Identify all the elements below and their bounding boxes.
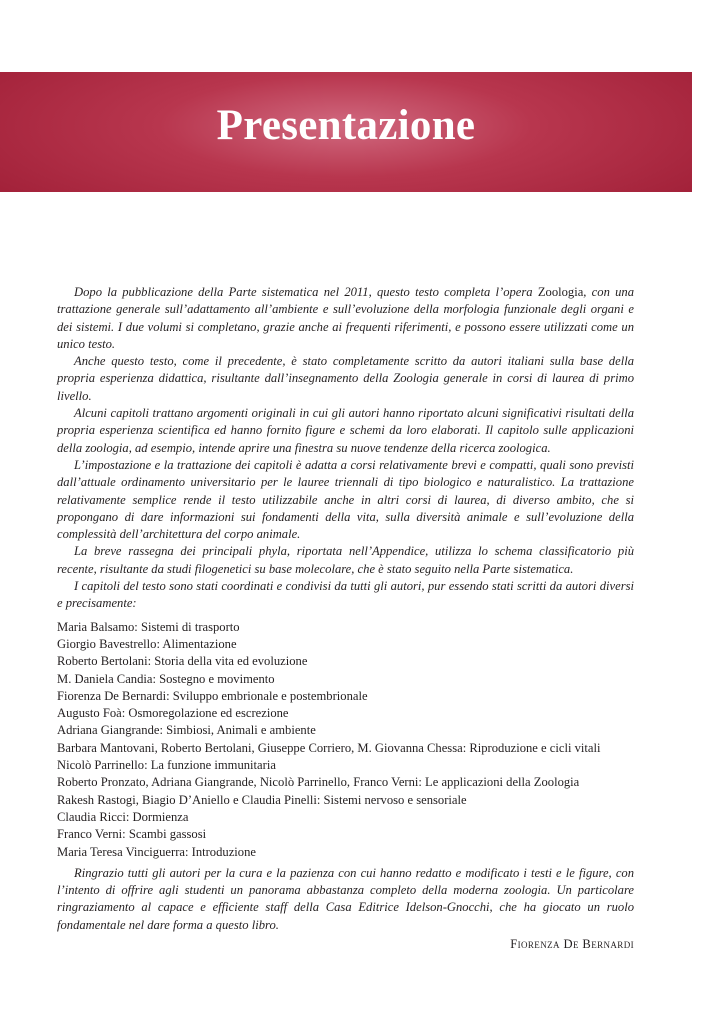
page-title: Presentazione: [216, 102, 476, 149]
paragraph-text: L’impostazione e la trattazione dei capitoli è adatta a corsi relativamente brevi e compatti, quali sono previsti dall’attuale ordinamento universitario per le lauree triennali di tipo biologico e naturalistico. La trattazione relativamente semplice rende il testo utilizzabile anche in altri corsi di laurea, di diverso ambito, che si propongano di dare informazioni sui fondamenti della vita, sulla diversità animale e sull’evoluzione della complessità dell’architettura del corpo animale.: [57, 457, 634, 542]
author-chapter-item: Augusto Foà: Osmoregolazione ed escrezione: [57, 706, 289, 721]
author-chapter-item: Giorgio Bavestrello: Alimentazione: [57, 636, 237, 651]
author-chapter-item: Roberto Pronzato, Adriana Giangrande, Nicolò Parrinello, Franco Verni: Le applicazioni della Zoologia: [57, 775, 580, 790]
author-chapter-item: Barbara Mantovani, Roberto Bertolani, Giuseppe Corriero, M. Giovanna Chessa: Riproduzione e cicli vitali: [57, 740, 601, 755]
paragraph-text: Dopo la pubblicazione della Parte sistematica nel 2011, questo testo completa l’opera: [74, 285, 538, 299]
intro-paragraph: [57, 457, 634, 543]
paragraph-text: La breve rassegna dei principali phyla, riportata nell’Appendice, utilizza lo schema classificatorio più recente, risultante da studi filogenetici su base molecolare, che è stato seguito nella Parte sistematica.: [57, 544, 634, 576]
intro-paragraph: [57, 284, 634, 353]
paragraph-text: Anche questo testo, come il precedente, è stato completamente scritto da autori italiani sulla base della propria esperienza didattica, risultante dall’insegnamento della Zoologia generale in corsi di laurea di primo livello.: [57, 354, 634, 403]
closing-paragraph: Ringrazio tutti gli autori per la cura e la pazienza con cui hanno redatto e modificato i testi e le figure, con l’intento di offrire agli studenti un panorama abbastanza completo della moderna zoologia. Un particolare ringraziamento al capace e efficiente staff della Casa Editrice Idelson-Gnocchi, che ha giocato un ruolo fondamentale nel dare forma a questo libro.: [57, 865, 634, 932]
author-chapter-item: Maria Teresa Vinciguerra: Introduzione: [57, 844, 256, 859]
author-chapter-item: Claudia Ricci: Dormienza: [57, 809, 189, 824]
author-chapter-item: Fiorenza De Bernardi: Sviluppo embrionale e postembrionale: [57, 688, 368, 703]
intro-paragraphs: [57, 284, 634, 613]
paragraph-text: I capitoli del testo sono stati coordinati e condivisi da tutti gli autori, pur essendo stati scritti da autori diversi e precisamente:: [57, 579, 634, 611]
presentation-body: [57, 284, 634, 953]
author-chapter-item: Rakesh Rastogi, Biagio D’Aniello e Claudia Pinelli: Sistemi nervoso e sensoriale: [57, 792, 467, 807]
author-chapter-list: [57, 619, 634, 861]
author-chapter-item: Roberto Bertolani: Storia della vita ed evoluzione: [57, 654, 308, 669]
intro-paragraph: [57, 543, 634, 578]
paragraph-text: Alcuni capitoli trattano argomenti originali in cui gli autori hanno riportato alcuni significativi risultati della propria esperienza scientifica ed hanno fornito figure e schemi da loro elaborati. Il capitolo sulle applicazioni della zoologia, ad esempio, intende aprire una finestra su nuove tendenze della ricerca zoologica.: [57, 406, 634, 455]
intro-paragraph: [57, 353, 634, 405]
intro-paragraph: [57, 578, 634, 613]
author-chapter-item: M. Daniela Candia: Sostegno e movimento: [57, 671, 275, 686]
intro-paragraph: [57, 405, 634, 457]
author-chapter-item: Nicolò Parrinello: La funzione immunitaria: [57, 758, 276, 773]
author-chapter-item: Franco Verni: Scambi gassosi: [57, 827, 207, 842]
signature: Fiorenza De Bernardi: [510, 936, 634, 951]
paragraph-text: , con una trattazione generale sull’adattamento all’ambiente e sull’evoluzione della morfologia funzionale degli organi e dei sistemi. I due volumi si completano, grazie anche ai frequenti riferimenti, e possono essere utilizzati come un unico testo.: [57, 285, 634, 351]
book-title: Zoologia: [537, 285, 584, 299]
title-banner: [0, 72, 692, 192]
author-chapter-item: Maria Balsamo: Sistemi di trasporto: [57, 619, 240, 634]
author-chapter-item: Adriana Giangrande: Simbiosi, Animali e ambiente: [57, 723, 316, 738]
